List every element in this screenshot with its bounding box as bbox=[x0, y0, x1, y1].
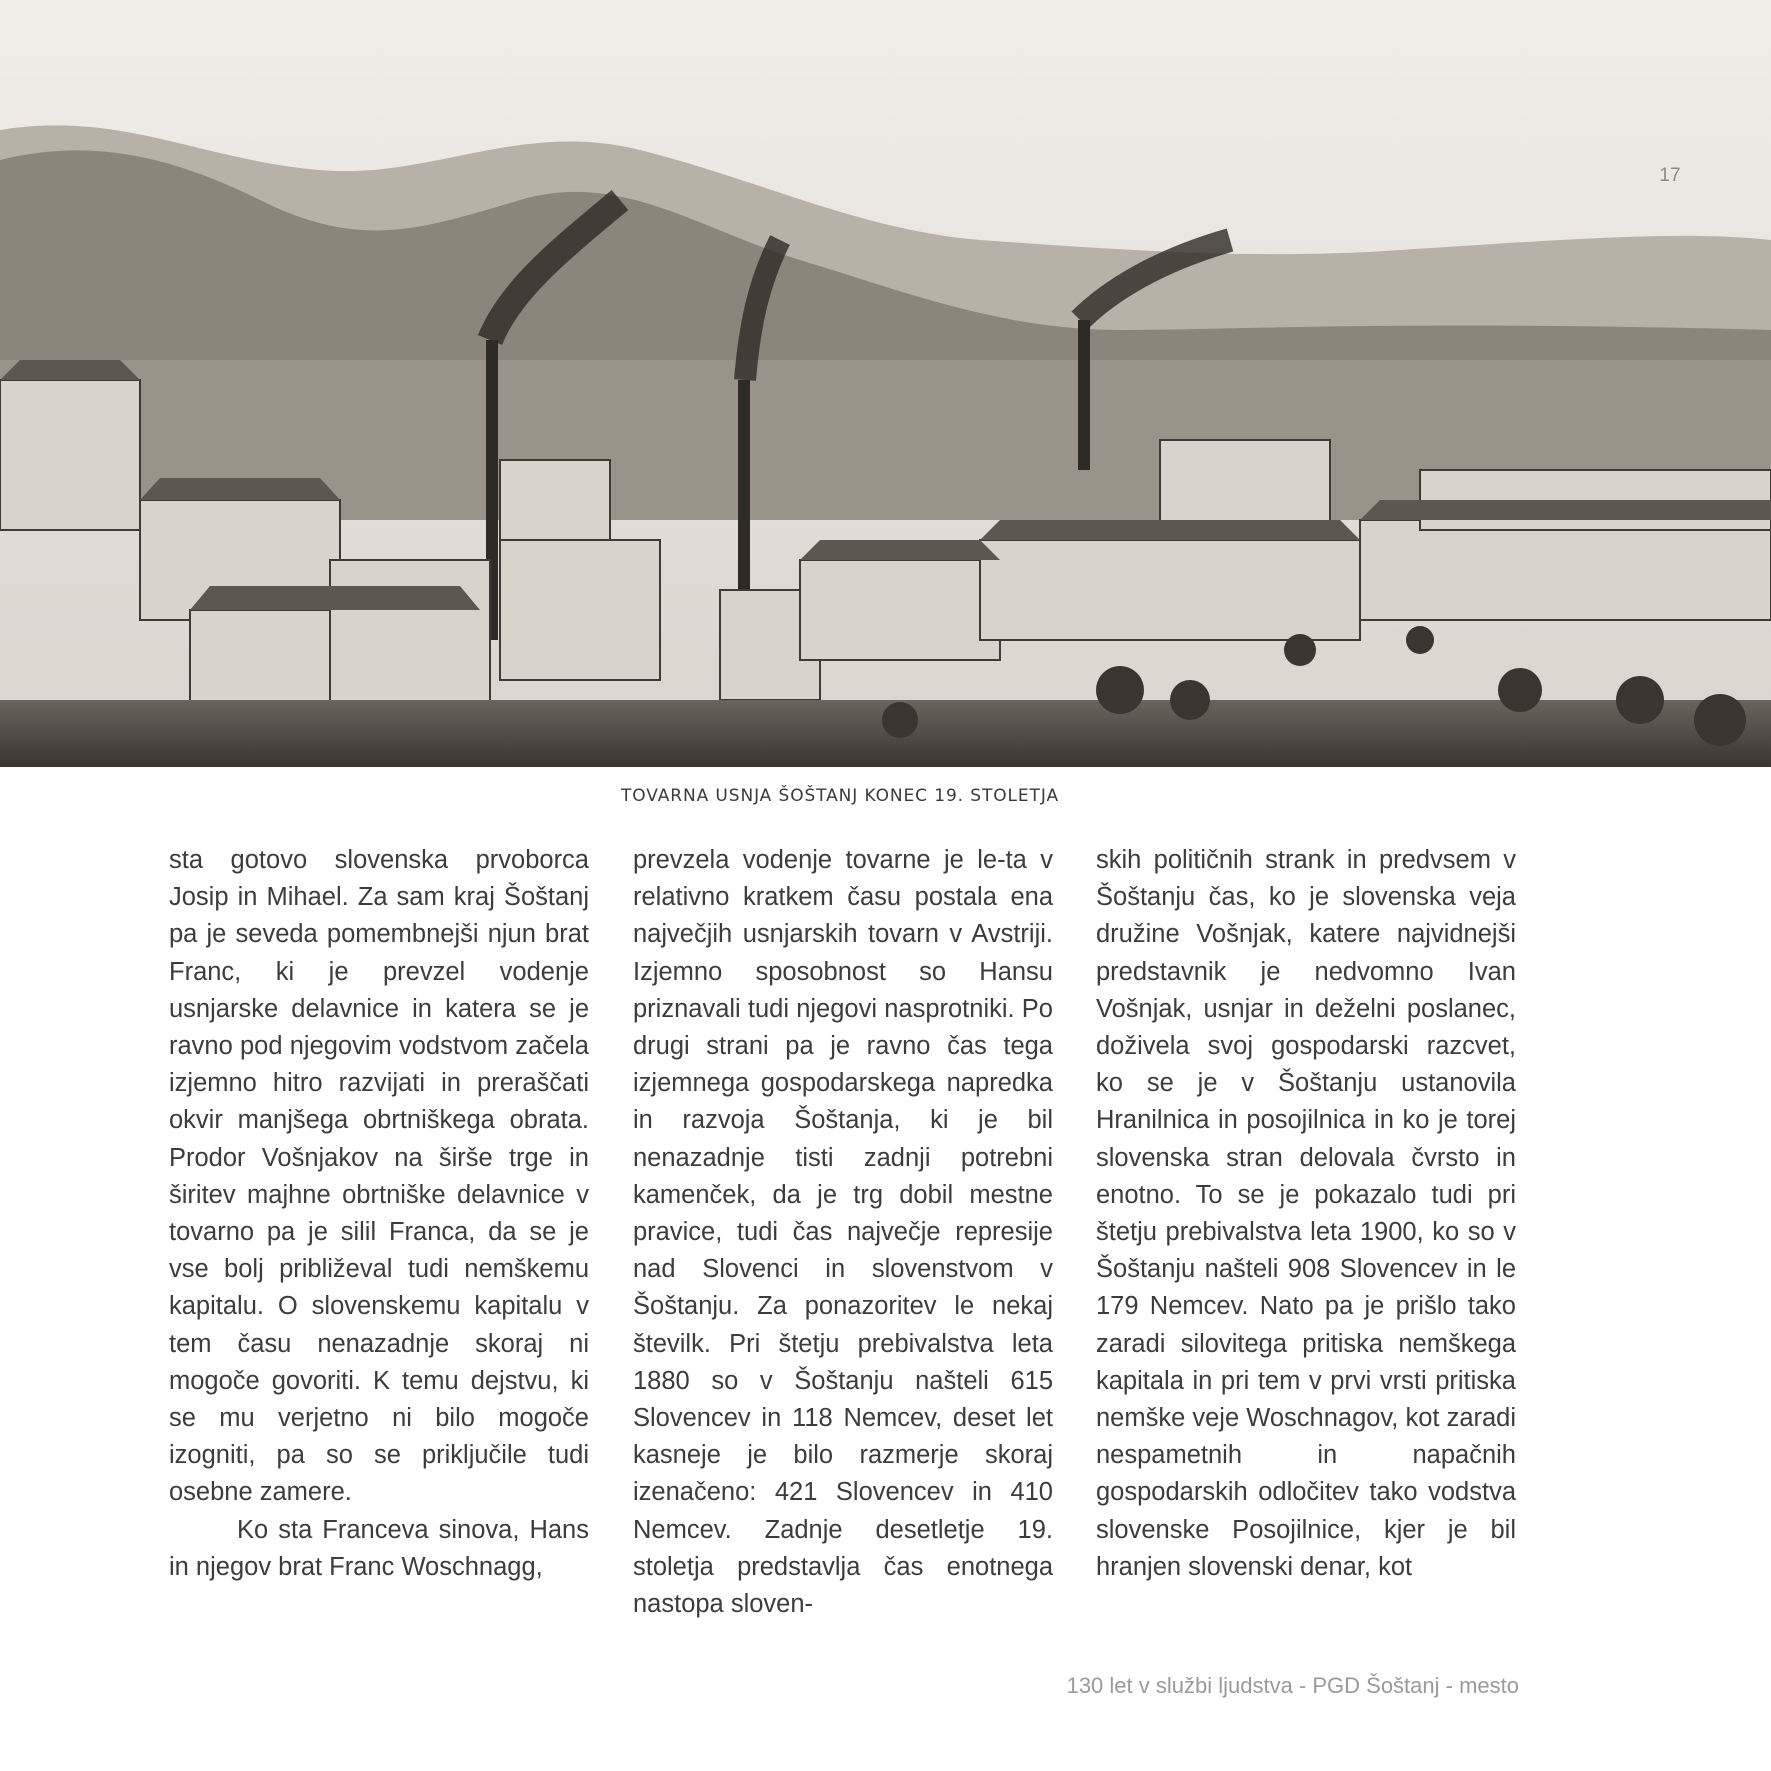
factory-building bbox=[980, 540, 1360, 640]
factory-roof bbox=[190, 586, 480, 610]
factory-roof bbox=[1360, 500, 1771, 520]
paragraph: Ko sta Franceva sinova, Hans in njegov brat Franc Woschnagg, bbox=[169, 1515, 589, 1581]
factory-building bbox=[800, 560, 1000, 660]
factory-building bbox=[330, 560, 490, 710]
factory-building bbox=[1360, 520, 1771, 620]
tree bbox=[1406, 626, 1434, 654]
chimney bbox=[1078, 320, 1090, 470]
factory-roof bbox=[800, 540, 1000, 560]
page-footer: 130 let v službi ljudstva - PGD Šoštanj - mesto bbox=[1066, 1673, 1519, 1698]
text-column-1 bbox=[169, 842, 589, 1586]
tree bbox=[1694, 694, 1746, 746]
tree bbox=[882, 702, 918, 738]
factory-illustration-graphic bbox=[0, 0, 1771, 767]
figure-caption: TOVARNA USNJA ŠOŠTANJ KONEC 19. STOLETJA bbox=[621, 786, 1059, 806]
text-column-3 bbox=[1096, 842, 1516, 1586]
page-number: 17 bbox=[1659, 165, 1681, 186]
paragraph: skih političnih strank in predvsem v Šoštanju čas, ko je slovenska veja družine Vošnjak, katere najvidnejši predstavnik je nedvomno Ivan Vošnjak, usnjar in deželni poslanec, doživela svoj gospodarski razcvet, ko se je v Šoštanju ustanovila Hranilnica in posojilnica in ko je torej slovenska stran delovala čvrsto in enotno. To se je pokazalo tudi pri štetju prebivalstva leta 1900, ko so v Šoštanju našteli 908 Slovencev in le 179 Nemcev. Nato pa je prišlo tako zaradi silovitega pritiska nemškega kapitala in pri tem v prvi vrsti pritiska nemške veje Woschnagov, kot zaradi nespametnih in napačnih gospodarskih odločitev tako vodstva slovenske Posojilnice, kjer je bil hranjen slovenski denar, kot bbox=[1096, 846, 1517, 1581]
factory-building bbox=[0, 380, 140, 530]
tree bbox=[1170, 680, 1210, 720]
factory-building bbox=[500, 460, 610, 540]
factory-roof bbox=[140, 478, 340, 500]
tree bbox=[1616, 676, 1664, 724]
factory-roof bbox=[0, 360, 140, 380]
paragraph: sta gotovo slovenska prvoborca Josip in Mihael. Za sam kraj Šoštanj pa je seveda pomembnejši njun brat Franc, ki je prevzel vodenje usnjarske delavnice in katera se je ravno pod njegovim vodstvom začela izjemno hitro razvijati in preraščati okvir manjšega obrtniškega obrata. Prodor Vošnjakov na širše trge in širitev majhne obrtniške delavnice v tovarno pa je silil Franca, da se je vse bolj približeval tudi nemškemu kapitalu. O slovenskemu kapitalu v tem času nenazadnje skoraj ni mogoče govoriti. K temu dejstvu, ki se mu verjetno ni bilo mogoče izogniti, pa so se priključile tudi osebne zamere. bbox=[169, 846, 589, 1507]
factory-building bbox=[500, 540, 660, 680]
factory-building bbox=[1160, 440, 1330, 530]
paragraph: prevzela vodenje tovarne je le-ta v relativno kratkem času postala ena največjih usnjarskih tovarn v Avstriji. Izjemno sposobnost so Hansu priznavali tudi njegovi nasprotniki. Po drugi strani pa je ravno čas tega izjemnega gospodarskega napredka in razvoja Šoštanja, ki je bil nenazadnje tisti zadnji potrebni kamenček, da je trg dobil mestne pravice, tudi čas največje represije nad Slovenci in slovenstvom v Šoštanju. Za ponazoritev le nekaj številk. Pri štetju prebivalstva leta 1880 so v Šoštanju našteli 615 Slovencev in 118 Nemcev, deset let kasneje je bilo razmerje skoraj izenačeno: 421 Slovencev in 410 Nemcev. Zadnje desetletje 19. stoletja predstavlja čas enotnega nastopa sloven- bbox=[633, 846, 1053, 1619]
factory-roof bbox=[980, 520, 1360, 540]
text-column-2 bbox=[633, 842, 1053, 1623]
factory-illustration bbox=[0, 0, 1771, 767]
tree bbox=[1498, 668, 1542, 712]
tree bbox=[1284, 634, 1316, 666]
tree bbox=[1096, 666, 1144, 714]
